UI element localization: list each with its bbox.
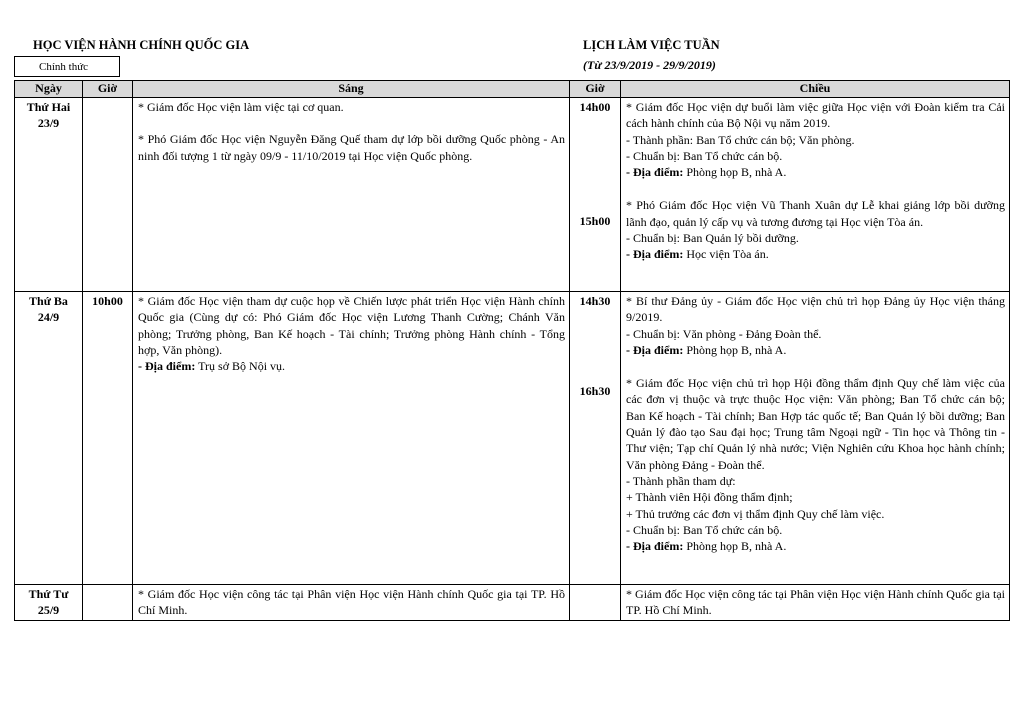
afternoon-time: 15h00 (579, 214, 611, 229)
afternoon-location (626, 538, 1005, 554)
location-value: Học viện Tòa án. (686, 247, 769, 262)
date-range: (Từ 23/9/2019 - 29/9/2019) (583, 58, 716, 72)
organization-name: HỌC VIỆN HÀNH CHÍNH QUỐC GIA (33, 38, 250, 52)
morning-cell (133, 98, 570, 292)
status-box: Chính thức (14, 56, 120, 77)
location-value: Phòng họp B, nhà A. (686, 539, 787, 554)
location-label: - Địa điểm: (626, 539, 684, 554)
day-name: Thứ Hai (26, 100, 71, 114)
location-label: - Địa điểm: (626, 342, 684, 357)
afternoon-time-cell (570, 585, 621, 621)
col-header-day: Ngày (15, 81, 83, 98)
day-date: 25/9 (37, 603, 60, 618)
afternoon-time: 16h30 (579, 384, 611, 399)
morning-time-cell (83, 585, 133, 621)
page-title: LỊCH LÀM VIỆC TUẦN (583, 38, 720, 52)
afternoon-location (626, 246, 1005, 262)
afternoon-detail: - Chuẩn bị: Ban Tổ chức cán bộ. (626, 522, 783, 537)
afternoon-detail: + Thành viên Hội đồng thẩm định; (626, 490, 793, 505)
schedule-table (14, 80, 1010, 621)
afternoon-detail: - Thành phần tham dự: (626, 473, 736, 488)
afternoon-time-cell (570, 98, 621, 292)
day-date: 24/9 (37, 310, 60, 325)
day-cell (15, 98, 83, 292)
location-label: - Địa điểm: (626, 247, 684, 262)
col-header-time2: Giờ (570, 81, 621, 98)
day-name: Thứ Ba (29, 294, 68, 308)
location-value: Trụ sở Bộ Nội vụ. (198, 359, 286, 374)
afternoon-item: * Phó Giám đốc Học viện Vũ Thanh Xuân dự Lễ khai giảng lớp bồi dưỡng lãnh đạo, quản lý cấp vụ và tương đương tại Học viện Tòa án. (626, 198, 1005, 229)
afternoon-detail: + Thủ trưởng các đơn vị thẩm định Quy chế làm việc. (626, 506, 885, 521)
morning-time-cell: 10h00 (83, 292, 133, 585)
day-cell (15, 292, 83, 585)
afternoon-item: * Giám đốc Học viện dự buổi làm việc giữa Học viện với Đoàn kiểm tra Cải cách hành chính của Bộ Nội vụ năm 2019. (626, 100, 1005, 131)
col-header-time: Giờ (83, 81, 133, 98)
afternoon-cell (621, 292, 1010, 585)
afternoon-location (626, 342, 1005, 358)
table-row (15, 585, 1010, 621)
location-value: Phòng họp B, nhà A. (686, 342, 787, 357)
afternoon-time-cell (570, 292, 621, 585)
afternoon-location (626, 164, 1005, 180)
afternoon-detail: - Thành phần: Ban Tổ chức cán bộ; Văn phòng. (626, 132, 855, 147)
afternoon-item: * Giám đốc Học viện công tác tại Phân viện Học viện Hành chính Quốc gia tại TP. Hồ Chí Minh. (626, 587, 1005, 618)
col-header-afternoon: Chiều (621, 81, 1010, 98)
morning-cell (133, 292, 570, 585)
morning-item: * Giám đốc Học viện công tác tại Phân viện Học viện Hành chính Quốc gia tại TP. Hồ Chí Minh. (138, 587, 565, 618)
morning-item: * Giám đốc Học viện làm việc tại cơ quan. (138, 100, 344, 114)
location-label: - Địa điểm: (626, 165, 684, 180)
day-cell (15, 585, 83, 621)
afternoon-cell (621, 98, 1010, 292)
morning-location (138, 358, 565, 374)
afternoon-cell (621, 585, 1010, 621)
header-row (15, 81, 1010, 98)
day-date: 23/9 (37, 116, 60, 131)
afternoon-item: * Bí thư Đảng ủy - Giám đốc Học viện chủ trì họp Đảng ủy Học viện tháng 9/2019. (626, 294, 1005, 325)
table-row (15, 98, 1010, 292)
morning-item: * Giám đốc Học viện tham dự cuộc họp về Chiến lược phát triển Học viện Hành chính Quốc gia (Cùng dự có: Phó Giám đốc Học viện Lương Thanh Cường; Chánh Văn phòng; Trưởng phòng, Ban Kế hoạch - Tài chính; Trưởng phòng Hành chính - Tổng hợp, Văn phòng). (138, 294, 565, 357)
morning-cell (133, 585, 570, 621)
afternoon-time: 14h00 (579, 100, 611, 114)
col-header-morning: Sáng (133, 81, 570, 98)
morning-item: * Phó Giám đốc Học viện Nguyễn Đăng Quế tham dự lớp bồi dưỡng Quốc phòng - An ninh đối tượng 1 từ ngày 09/9 - 11/10/2019 tại Học viện Quốc phòng. (138, 132, 565, 163)
table-row (15, 292, 1010, 585)
location-value: Phòng họp B, nhà A. (686, 165, 787, 180)
location-label: - Địa điểm: (138, 359, 196, 374)
afternoon-item: * Giám đốc Học viện chủ trì họp Hội đồng thẩm định Quy chế làm việc của các đơn vị thuộc và trực thuộc Học viện: Văn phòng; Ban Tổ chức cán bộ; Ban Kế hoạch - Tài chính; Ban Hợp tác quốc tế; Ban Quản lý bồi dưỡng; Ban Quản lý đào tạo Sau đại học; Trung tâm Ngoại ngữ - Tin học và Thông tin - Thư viện; Tạp chí Quản lý nhà nước; Viện Nghiên cứu Khoa học hành chính; Văn phòng Đảng - Đoàn thể. (626, 376, 1005, 472)
morning-time-cell (83, 98, 133, 292)
afternoon-detail: - Chuẩn bị: Văn phòng - Đảng Đoàn thể. (626, 326, 822, 341)
afternoon-detail: - Chuẩn bị: Ban Quản lý bồi dưỡng. (626, 231, 799, 246)
afternoon-detail: - Chuẩn bị: Ban Tổ chức cán bộ. (626, 148, 783, 163)
afternoon-time: 14h30 (579, 294, 611, 308)
day-name: Thứ Tư (28, 587, 69, 601)
